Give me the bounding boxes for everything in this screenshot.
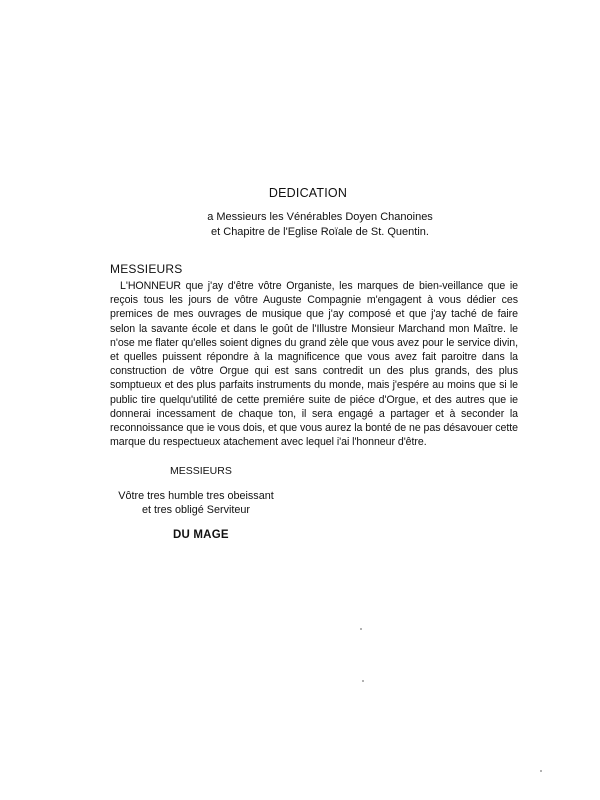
addressee-line: et Chapitre de l'Eglise Roïale de St. Quentin. [211,226,429,238]
dedication-paragraph: L'HONNEUR que j'ay d'être vôtre Organiste, les marques de bien-veillance que ie reçois tous les jours de vôtre Auguste Compagnie m'engagent à vous dédier ces premices de mes ouvrages de musique que j'ay composé et que j'ay taché de faire selon la savante école et dans le goût de l'Illustre Monsieur Marchand mon Maître. le n'ose me flater qu'elles soient dignes du grand zèle que vous avez pour le service divin, et quelles puissent répondre à la magnificence que vous avez fait paroitre dans la construction de vôtre Orgue qui est sans contredit un des plus grands, des plus somptueux et des plus parfaits instruments du monde, mais j'espére au moins que si le public tire quelqu'utilité de cette premiére suite de piéce d'Orgue, et des autres que ie donnerai incessament de chaque ton, il sera engagé a partager et à seconder la reconnoissance que ie vous dois, et que vous aurez la bonté de ne pas désavouer cette marque du respectueux atachement avec lequel i'ai l'honneur d'être. [110,280,519,449]
page-title: DEDICATION [268,186,348,200]
closing-line: et tres obligé Serviteur [141,503,251,516]
scan-speck [540,770,542,772]
closing-salutation: MESSIEURS [170,465,232,477]
signature: DU MAGE [173,529,229,541]
addressee-block [170,210,470,240]
closing-line: Vôtre tres humble tres obeissant [118,490,274,502]
closing-block [110,490,282,517]
addressee-line: a Messieurs les Vénérables Doyen Chanoines [207,211,433,223]
scan-speck [362,680,364,682]
scan-speck [360,628,362,630]
salutation-heading: MESSIEURS [110,262,183,276]
